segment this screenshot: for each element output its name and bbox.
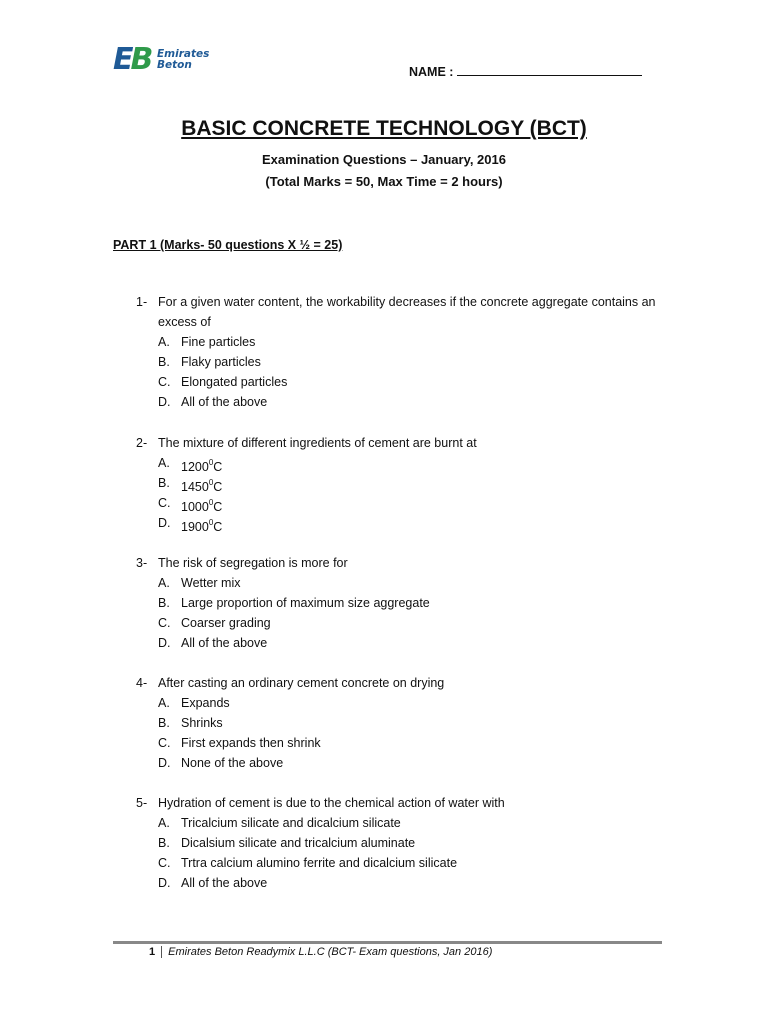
option-label: D. [158, 756, 171, 770]
question-number: 2- [136, 436, 148, 450]
answer-option [158, 493, 658, 513]
answer-option [158, 733, 658, 753]
answer-option [158, 693, 658, 713]
logo-line-2: Beton [157, 59, 192, 71]
option-text: Shrinks [181, 716, 223, 730]
company-logo [113, 44, 209, 78]
question-text: For a given water content, the workability decreases if the concrete aggregate contains an excess of [158, 295, 656, 329]
temperature-unit: C [213, 520, 223, 534]
question-number: 3- [136, 556, 148, 570]
temperature-unit: C [213, 460, 223, 474]
option-text: None of the above [181, 756, 284, 770]
temperature-value: 1450 [181, 480, 209, 494]
option-label: C. [158, 375, 171, 389]
option-label: B. [158, 355, 170, 369]
question [136, 793, 658, 893]
option-label: A. [158, 335, 170, 349]
answer-option [158, 833, 658, 853]
option-text: Dicalsium silicate and tricalcium aluminate [181, 836, 416, 850]
question-text: After casting an ordinary cement concrete on drying [158, 676, 445, 690]
option-text: First expands then shrink [181, 736, 321, 750]
temperature-value: 1200 [181, 460, 209, 474]
answer-option [158, 853, 658, 873]
answer-option [158, 713, 658, 733]
option-label: C. [158, 736, 171, 750]
temperature-unit: C [213, 500, 223, 514]
temperature-value: 1000 [181, 500, 209, 514]
degree-superscript: 0 [208, 478, 214, 487]
answer-option [158, 633, 658, 653]
question-stem [136, 433, 658, 453]
page-number: 1 [149, 946, 162, 958]
document-title: BASIC CONCRETE TECHNOLOGY (BCT) [181, 117, 587, 140]
option-label: B. [158, 596, 170, 610]
answer-option [158, 593, 658, 613]
answer-option [158, 372, 658, 392]
question-number: 5- [136, 796, 148, 810]
option-text: Large proportion of maximum size aggregate [181, 596, 430, 610]
question-text: The mixture of different ingredients of cement are burnt at [158, 436, 477, 450]
answer-option [158, 753, 658, 773]
question [136, 433, 658, 533]
name-label: NAME : [409, 65, 454, 79]
footer-rule [113, 941, 662, 944]
name-blank [457, 63, 642, 76]
answer-option [158, 613, 658, 633]
option-label: B. [158, 716, 170, 730]
exam-date: Examination Questions – January, 2016 [262, 152, 506, 167]
footer-text: Emirates Beton Readymix L.L.C (BCT- Exam questions, Jan 2016) [168, 946, 493, 958]
option-text [181, 513, 222, 537]
logo-wordmark [157, 49, 209, 71]
degree-superscript: 0 [208, 498, 214, 507]
degree-superscript: 0 [208, 458, 214, 467]
part-heading: PART 1 (Marks- 50 questions X ½ = 25) [113, 238, 343, 252]
question [136, 673, 658, 773]
option-text: Expands [181, 696, 230, 710]
answer-option [158, 473, 658, 493]
question-stem [136, 793, 658, 813]
option-text: All of the above [181, 876, 268, 890]
option-text: All of the above [181, 636, 268, 650]
degree-superscript: 0 [208, 518, 214, 527]
option-label: D. [158, 636, 171, 650]
option-label: B. [158, 476, 170, 490]
question-number: 4- [136, 676, 148, 690]
option-text: Elongated particles [181, 375, 288, 389]
logo-line-1: Emirates [157, 48, 210, 60]
option-label: B. [158, 836, 170, 850]
question-text: The risk of segregation is more for [158, 556, 348, 570]
temperature-value: 1900 [181, 520, 209, 534]
option-label: A. [158, 696, 170, 710]
question-stem [136, 292, 658, 332]
answer-option [158, 332, 658, 352]
option-label: D. [158, 516, 171, 530]
question-number: 1- [136, 295, 148, 309]
question [136, 292, 658, 412]
option-label: C. [158, 856, 171, 870]
question-stem [136, 553, 658, 573]
answer-option [158, 513, 658, 533]
exam-marks-time: (Total Marks = 50, Max Time = 2 hours) [265, 174, 503, 189]
answer-option [158, 573, 658, 593]
option-text: Flaky particles [181, 355, 261, 369]
question-text: Hydration of cement is due to the chemical action of water with [158, 796, 505, 810]
option-text: Fine particles [181, 335, 256, 349]
option-text: Trtra calcium alumino ferrite and dicalcium silicate [181, 856, 458, 870]
option-label: A. [158, 576, 170, 590]
question [136, 553, 658, 653]
option-text: All of the above [181, 395, 268, 409]
option-text: Coarser grading [181, 616, 271, 630]
option-label: A. [158, 816, 170, 830]
answer-option [158, 453, 658, 473]
option-text: Wetter mix [181, 576, 241, 590]
name-field [409, 63, 642, 79]
option-label: D. [158, 395, 171, 409]
page-footer [149, 946, 492, 958]
answer-option [158, 813, 658, 833]
option-text: Tricalcium silicate and dicalcium silicate [181, 816, 401, 830]
answer-option [158, 392, 658, 412]
question-stem [136, 673, 658, 693]
option-label: C. [158, 616, 171, 630]
option-label: D. [158, 876, 171, 890]
answer-option [158, 352, 658, 372]
option-label: A. [158, 456, 170, 470]
logo-mark: EB [113, 42, 151, 77]
option-label: C. [158, 496, 171, 510]
answer-option [158, 873, 658, 893]
temperature-unit: C [213, 480, 223, 494]
